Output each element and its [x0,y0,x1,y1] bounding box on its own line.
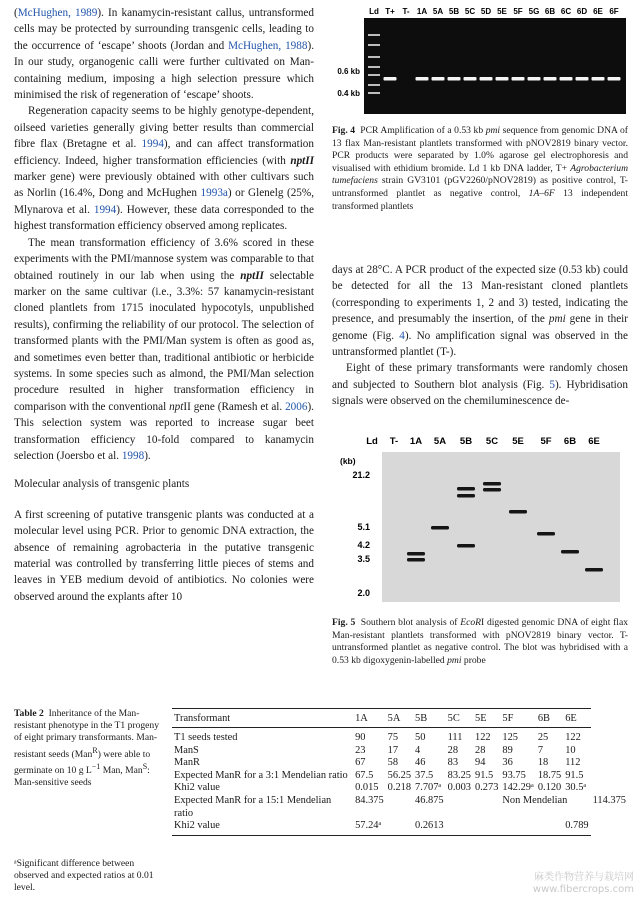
text: gene in their genome (Fig. [332,313,628,342]
table-cell: 114.375 [592,794,626,806]
table-cell: 50 [415,732,426,743]
table-header-row [172,709,628,728]
table-cell: 0.003 [447,782,472,794]
lane-label: 6B [544,7,556,16]
lane-label: 6E [588,436,600,447]
gene-name: pmi [548,313,566,326]
lane-label: 1A [416,7,428,16]
lane-label: 5F [513,7,523,16]
table-cell: 94 [475,757,486,769]
lane-label: 5E [512,436,524,447]
pcr-band [416,77,429,81]
hybridisation-band [431,526,449,530]
lane-label: 6F [609,7,619,16]
paragraph [332,262,628,360]
column-header: 6E [563,709,590,728]
figure-5 [332,432,628,667]
table-cell: 91.5 [565,769,584,781]
text: ). In our study, organogenic calli were further cultivated on Man-containing medium, imposing a high selection pressure which minimised the risk of regeneration of ‘escape’ shoots. [14,39,314,102]
row-label: Expected ManR for a 3:1 Mendelian ratio [174,769,348,781]
figure-link[interactable]: 4 [399,329,405,342]
table-cell: 7 [537,744,544,756]
lane-label: 5C [485,436,499,447]
column-header: 1A [353,709,386,728]
row-label: T1 seeds tested [174,732,238,743]
table-cell: 18.75 [537,769,562,781]
gene-name: nptII [240,269,264,282]
lane-label: 5A [432,7,444,16]
row-label: Khi2 value [174,782,220,794]
ladder-band [368,56,380,58]
blot-membrane [382,452,620,602]
right-text-column [332,262,628,410]
lane-label: Ld [366,436,378,447]
lane-label: 6D [576,7,588,16]
table-cell: 56.25 [387,769,412,781]
lane-label: 5E [497,7,507,16]
caption-text: 13 independent transformed plantlets [332,187,628,212]
paragraph [332,360,628,409]
table-cell: 30.5ᵃ [565,782,587,794]
table-cell: 91.5 [475,769,494,781]
column-header: Transformant [172,709,353,728]
lane-label: 6B [563,436,577,447]
table-cell: 89 [502,744,513,756]
pcr-band [432,77,445,81]
table-cell: 122 [475,732,491,743]
text: ). No amplification signal was observed in the untransformed plantlet (T-). [332,329,628,359]
table-cell: 0.2613 [413,820,446,835]
gene-name: pmi [447,654,462,666]
table-cell [386,820,413,835]
lane-label: 5A [433,436,447,447]
table-cell: 28 [447,744,459,756]
table-cell: 83 [447,757,459,769]
column-header: 5C [446,709,473,728]
table-cell: 17 [387,744,399,756]
table-cell [536,820,563,835]
table-title [14,708,164,790]
hybridisation-band [483,488,501,492]
table-cell: 67 [355,757,366,769]
table-row [172,728,628,745]
title-text: ) were able to germinate on 10 g L [14,748,151,777]
hybridisation-band [585,568,603,572]
pcr-band [608,77,621,81]
citation-link[interactable]: 1993a [200,187,228,200]
table-cell: 112 [565,757,581,769]
table-footnote: ᵃSignificant difference between observed and expected ratios at 0.01 level. [14,858,154,894]
gel-background [364,18,626,114]
table-cell [446,820,473,835]
watermark-line: 麻类作物营养与栽培网 [534,872,634,883]
pcr-band [496,77,509,81]
hybridisation-band [457,494,475,498]
pcr-band [592,77,605,81]
table-cell: 28 [475,744,486,756]
superscript: R [92,745,98,755]
figure-label: Fig. 4 [332,125,356,136]
table-cell: 18 [537,757,549,769]
lane-label: T- [402,7,410,16]
table-cell: 7.707ᵃ [415,782,442,794]
pcr-band [464,77,477,81]
lane-label: T+ [385,7,395,16]
table-cell: 4 [415,744,421,756]
text: ). Hybridisation signals were observed on the chemiluminescence de- [332,378,628,408]
ladder-band [368,66,380,68]
pcr-band [528,77,541,81]
table-cell [446,795,473,820]
table-cell: 84.375 [355,794,384,806]
table-row [172,745,628,758]
table-cell [473,795,500,820]
superscript: −1 [91,762,101,771]
table-2 [12,700,628,898]
text: ( [14,7,18,19]
figure-4 [332,4,628,213]
table-cell: 58 [387,757,399,769]
pcr-band [480,77,493,81]
table-cell: 23 [355,744,366,756]
text: II gene (Ramesh et al. [183,400,286,413]
gene-name: nptII [290,154,314,167]
size-marker: 2.0 [357,588,370,598]
table-cell: 0.789 [563,820,590,835]
caption-text: strain GV3101 (pGV2260/pNOV2819) as positive control, T- untransformed plantlet as negative control, [332,175,628,199]
southern-blot-image [332,432,628,608]
table-cell: 46.875 [415,794,444,806]
table-cell: 46 [415,757,426,769]
table-row [172,795,628,820]
lane-label: T- [389,436,399,447]
gene-name: npt [169,400,184,413]
text: selectable marker on the same cultivar (i.e., 3.3%: 57 kanamycin-resistant cloned plantlets from 1715 inoculated hypocotyls, unpublished results), confirming the reliability of our protocol. The selection of transformed plants with the PMI/Man system is often as good as, and sometimes even better than, traditional antibiotic or herbicide systems. In some species such as almond, the PMI/Man selection procedure resulted in higher transformation efficiency in comparison with the conventional [14,269,314,413]
table-row [172,820,628,835]
table-cell: 0.218 [387,782,412,794]
row-label: Expected ManR for a 15:1 Mendelian ratio [174,794,332,819]
citation-link[interactable]: 1994 [93,203,117,216]
lane-label: 5G [528,7,540,16]
row-label: ManR [174,757,200,769]
table-cell: 83.25 [447,769,472,781]
lane-label: 6C [560,7,572,16]
table-cell: 90 [355,732,366,743]
table-cell: 93.75 [502,769,526,781]
table-cell [473,820,500,835]
table-cell: 75 [387,732,399,743]
hybridisation-band [407,558,425,562]
pcr-band [512,77,525,81]
ladder-band [368,74,380,76]
size-marker-0.6kb: 0.6 kb [337,67,360,76]
text: days at 28°C. A PCR product of the expected size (0.53 kb) could be detected for all the 13 Man-resistant cloned plantlets (corresponding to experiments 1, 2 and 3) tested, indicating the presence, and presumably the insertion, of the [332,264,628,326]
hybridisation-band [561,550,579,554]
watermark-url: www.fibercrops.com [532,884,634,895]
pcr-band [560,77,573,81]
caption-text: probe [461,654,486,666]
ladder-band [368,34,380,36]
hybridisation-band [407,552,425,556]
species-name: Agrobacterium tumefaciens [332,162,628,187]
lane-label: 6E [593,7,603,16]
table-row [172,782,628,795]
figure-4-caption [332,125,628,213]
paragraph [14,5,314,103]
lane-label: 5B [459,436,473,447]
table-cell: 57.24ᵃ [353,820,386,835]
table-cell: 0.273 [475,782,499,794]
citation-link[interactable]: 2006 [285,400,308,413]
table-cell [386,795,413,820]
title-text: Inheritance of the Man-resistant phenotype in the T1 progeny of eight primary transformants. Man-resistant seeds (Man [14,708,160,760]
lane-label: 1A [409,436,423,447]
table-cell: Non Mendelian [502,794,568,806]
citation-link[interactable]: McHughen, 1988 [228,39,308,52]
table-row [172,757,628,770]
lane-label: Ld [369,7,379,16]
text: ). In kanamycin-resistant callus, untransformed cells may be protected by surrounding transgenic cells, leading to the occurrence of ‘escape’ shoots (Jordan and [14,7,314,52]
table-cell: 25 [537,732,549,743]
table-cell: 36 [502,757,513,769]
caption-text: PCR Amplification of a 0.53 kb [360,125,486,136]
table-cell: 111 [447,732,463,743]
section-heading: Molecular analysis of transgenic plants [14,478,190,491]
size-marker: 5.1 [357,522,370,532]
caption-text: I digested genomic DNA of eight flax Man-resistant plantlets transformed with pNOV2819 binary vector. T- untransformed plantlet as negative control. The blot was hybridised with a 0.53 kb digoxygenin-labelled [332,617,629,666]
figure-5-caption [332,617,628,667]
lane-range: 1A–6F [528,187,555,199]
figure-label: Fig. 5 [332,617,356,628]
lane-label: 5F [540,436,552,447]
enzyme-name: EcoR [460,617,481,628]
size-marker: 3.5 [357,554,370,564]
gene-name: pmi [485,125,501,136]
column-header: 5A [386,709,413,728]
hybridisation-band [483,482,501,486]
superscript: S [142,762,148,771]
table-cell: 67.5 [355,769,374,781]
table-cell: 0.015 [355,782,379,794]
pcr-band [448,77,461,81]
text: The mean transformation efficiency of 3.6% scored in these experiments with the PMI/mannose system was comparable to that obtained routinely in our lab when using the [14,236,314,282]
pcr-gel-image [332,4,628,116]
pcr-band [544,77,557,81]
table-label: Table 2 [14,708,44,719]
text: ). This selection system was reported to increase sugar beet transformation efficiency 10-fold compared to kanamycin selection (Joersbo et al. [14,400,314,462]
lane-label: 5D [480,7,492,16]
lane-label: 5B [448,7,460,16]
hybridisation-band [457,544,475,548]
text: ) or Glenelg (25%, Mlynarova et al. [14,187,314,216]
table-row [172,770,628,783]
text: Eight of these primary transformants were randomly chosen and subjected to Southern blot analysis (Fig. [332,362,628,391]
table-cell: 125 [502,732,518,743]
size-marker-0.4kb: 0.4 kb [337,89,360,98]
kb-unit-label: (kb) [340,456,356,466]
size-marker: 4.2 [357,540,370,550]
text: ). [144,449,151,462]
paragraph [14,235,314,465]
table-cell: 0.120 [537,782,562,794]
citation-link[interactable]: 1994 [141,138,164,151]
ladder-band [368,44,380,46]
text: ). However, these data corresponded to the highest transformation efficiency observed among replicates. [14,203,314,233]
table-cell [500,820,535,835]
column-header: 6B [536,709,563,728]
caption-text: sequence from genomic DNA of 13 flax Man-resistant plantlets transformed with pNOV2819 binary vector. PCR products were separated by 1.0% agarose gel electrophoresis and visualised with ethidium bromide. Ld 1 kb DNA ladder, T+ [332,125,628,174]
row-label: ManS [174,744,199,756]
table-cell: 142.29ᵃ [502,782,534,794]
row-label: Khi2 value [172,820,353,835]
hybridisation-band [509,510,527,514]
ladder-band [368,84,380,86]
column-header: 5E [473,709,500,728]
lane-label: 5C [464,7,476,16]
column-header: 5B [413,709,446,728]
table-cell: 37.5 [415,769,434,781]
pcr-band [384,77,397,81]
title-text: Man, Man [100,765,143,777]
hybridisation-band [457,487,475,491]
table-cell: 122 [565,732,581,743]
citation-link[interactable]: McHughen, 1989 [17,7,98,19]
column-header: 5F [500,709,535,728]
size-marker: 21.2 [352,470,370,480]
text: marker gene) were previously obtained with other cultivars such as Norlin (16.4%, Dong and McHughen [14,171,314,200]
hybridisation-band [537,532,555,536]
text: ), and can affect transformation efficiency. Indeed, higher transformation efficiencies (with [14,138,314,167]
caption-text: Southern blot analysis of [360,617,461,628]
table-cell: 10 [565,744,576,756]
watermark [533,872,634,896]
inheritance-table [172,708,628,836]
citation-link[interactable]: 1998 [121,449,145,462]
figure-link[interactable]: 5 [549,378,555,391]
paragraph: A first screening of putative transgenic plants was conducted at a molecular level using PCR. Prior to genomic DNA extraction, the absence of remaining agrobacteria in the putative transgenic material was controlled by transferring little pieces of stems and leaves in YEB medium devoid of antibiotics. No colonies were observed around the explants after 10 [14,508,314,603]
title-text: : Man-sensitive seeds [14,765,150,789]
ladder-band [368,92,380,94]
text: Regeneration capacity seems to be highly genotype-dependent, oilseed varieties generally giving better results than commercial fibre flax (Bretagne et al. [14,105,314,151]
pcr-band [576,77,589,81]
paragraph [14,103,314,234]
left-text-column [14,5,314,605]
